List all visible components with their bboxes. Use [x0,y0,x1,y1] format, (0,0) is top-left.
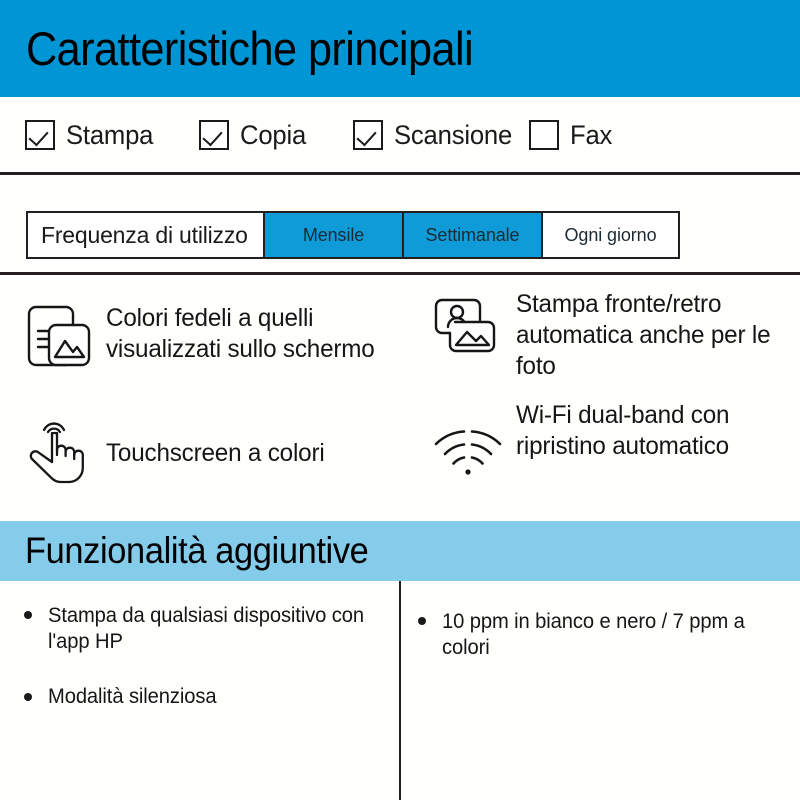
duplex-photo-icon [420,289,516,361]
checkbox-item-scansione[interactable] [353,120,518,151]
bullet-text: Stampa da qualsiasi dispositivo con l'app HP [48,604,365,653]
frequency-option-ogni-giorno[interactable]: Ogni giorno [543,213,678,257]
checkbox-stampa[interactable] [25,120,55,150]
checkbox-fax[interactable] [529,120,559,150]
frequency-label: Frequenza di utilizzo [28,213,265,257]
bullet-text: Modalità silenziosa [48,685,217,708]
checkbox-label-copia: Copia [239,119,306,150]
feature-item-duplex-print [420,289,800,382]
functions-checkbox-row [0,97,800,173]
checkbox-label-scansione: Scansione [394,119,513,150]
touchscreen-hand-icon [10,403,106,487]
list-item [418,609,778,661]
document-photo-icon [10,303,106,375]
frequency-option-mensile[interactable]: Mensile [265,213,404,257]
checkbox-scansione[interactable] [353,120,383,150]
feature-grid [0,275,800,521]
feature-item-touchscreen [10,403,400,487]
feature-item-wifi [420,400,800,482]
additional-features-body [0,581,800,800]
list-item [24,684,384,710]
bullet-column-left [24,581,384,731]
additional-features-banner [0,521,800,581]
list-item [24,603,384,655]
main-header-banner [0,0,800,97]
checkbox-copia[interactable] [199,120,229,150]
bullet-dot-icon [24,611,32,619]
checkbox-item-fax[interactable] [529,120,614,151]
feature-item-color-fidelity [10,303,400,375]
bullet-dot-icon [418,617,426,625]
additional-features-title: Funzionalità aggiuntive [25,530,369,571]
page-title: Caratteristiche principali [26,22,474,75]
checkbox-item-copia[interactable] [199,120,310,151]
bullet-text: 10 ppm in bianco e nero / 7 ppm a colori [442,610,745,659]
column-divider [399,581,401,800]
divider-line-top [0,172,800,175]
bullet-dot-icon [24,693,32,701]
frequency-option-settimanale[interactable]: Settimanale [404,213,543,257]
wifi-icon [420,400,516,482]
checkbox-label-stampa: Stampa [66,119,154,150]
checkbox-item-stampa[interactable] [25,120,158,151]
checkbox-label-fax: Fax [569,119,612,150]
frequency-selector[interactable] [26,211,680,259]
feature-text-color-fidelity: Colori fedeli a quelli visualizzati sullo schermo [106,304,375,363]
feature-text-wifi: Wi-Fi dual-band con ripristino automatico [516,401,730,460]
feature-text-touchscreen: Touchscreen a colori [106,439,325,467]
bullet-column-right [418,581,778,682]
feature-text-duplex-print: Stampa fronte/retro automatica anche per le foto [516,290,771,380]
